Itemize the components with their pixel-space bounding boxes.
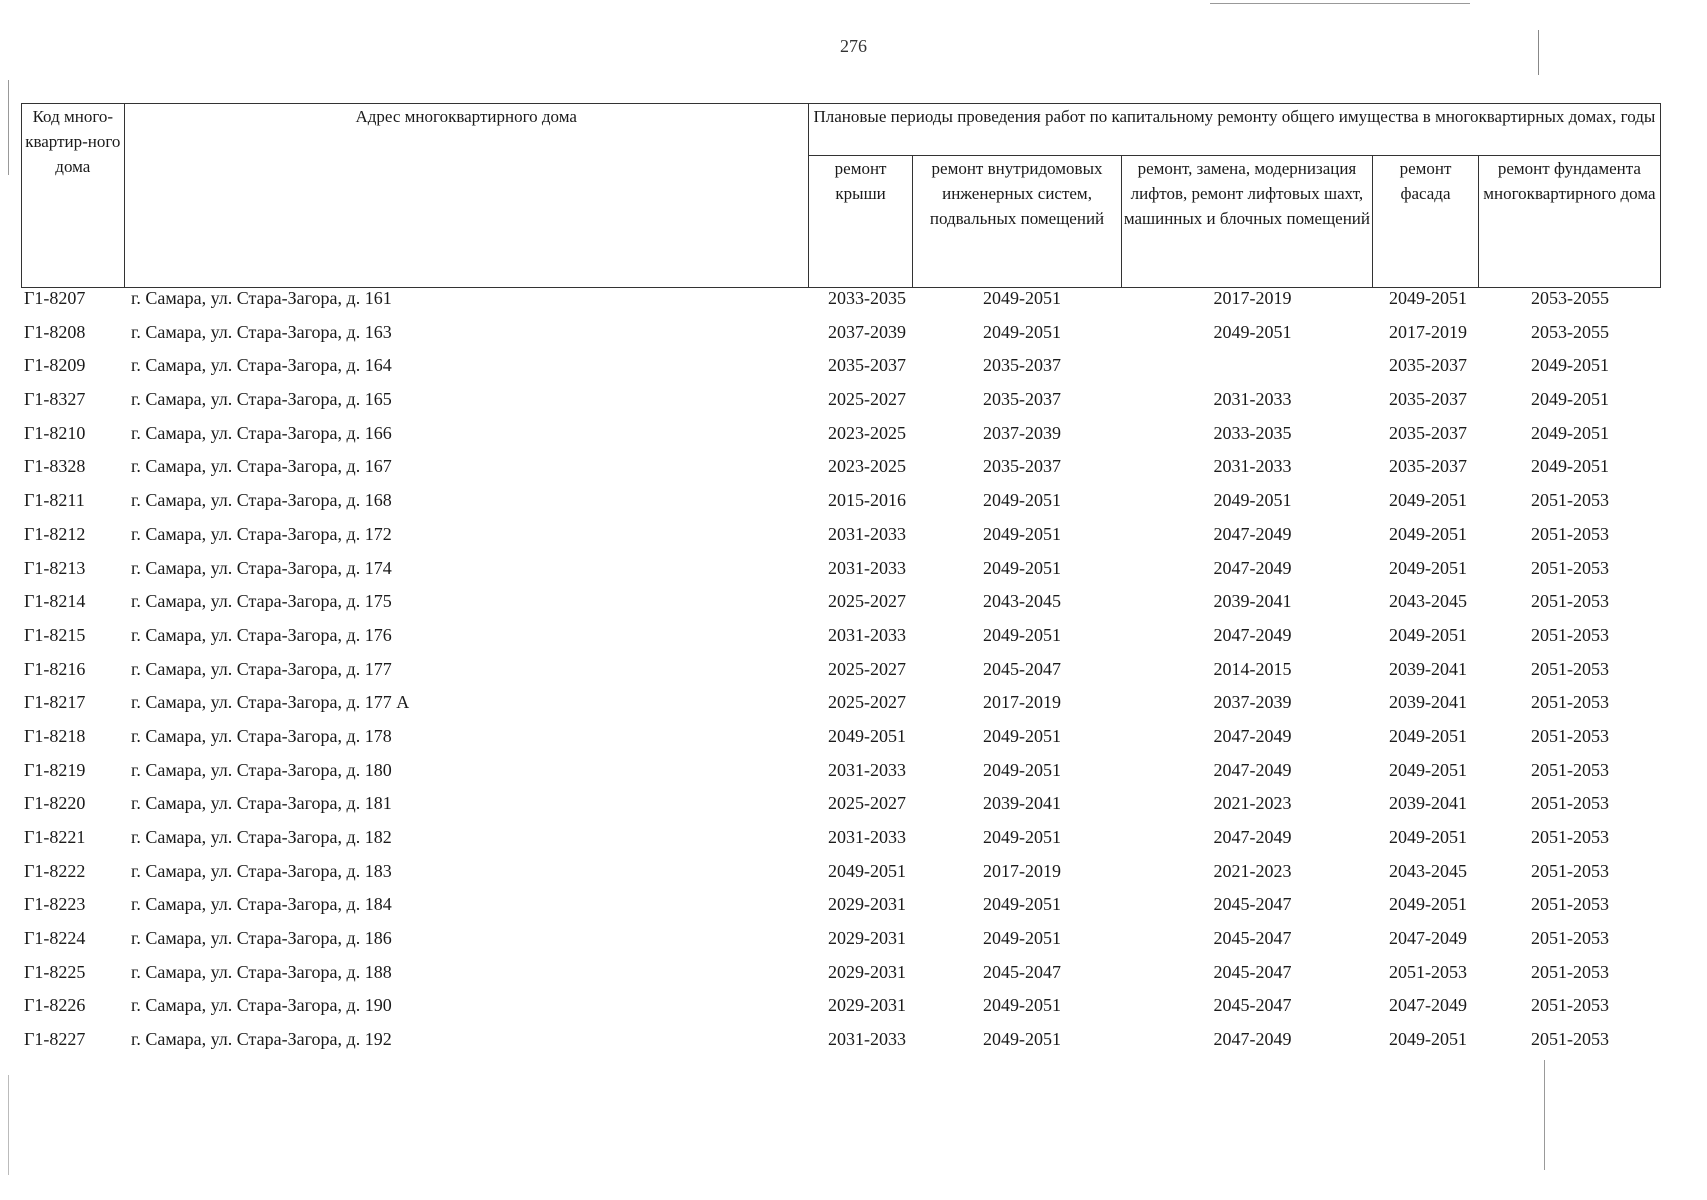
cell-code: Г1-8207	[24, 288, 86, 308]
cell-foundation: 2051-2053	[1531, 557, 1609, 578]
cell-address: г. Самара, ул. Стара-Загора, д. 183	[131, 860, 392, 881]
cell-lifts: 2021-2023	[1213, 793, 1292, 814]
cell-roof: 2031-2033	[828, 827, 906, 847]
cell-code: Г1-8327	[24, 389, 86, 410]
cell-facade: 2039-2041	[1389, 793, 1467, 814]
cell-address: г. Самара, ул. Стара-Загора, д. 177	[131, 658, 392, 679]
table-row	[0, 657, 1707, 691]
cell-engineering: 2049-2051	[983, 894, 1061, 915]
cell-facade: 2043-2045	[1389, 591, 1467, 612]
cell-lifts: 2031-2033	[1213, 389, 1292, 410]
cell-code: Г1-8223	[24, 894, 86, 915]
cell-engineering: 2045-2047	[983, 658, 1061, 679]
table-header	[21, 103, 1661, 288]
cell-code: Г1-8212	[24, 523, 86, 544]
cell-engineering: 2035-2037	[983, 355, 1061, 376]
table-row	[0, 286, 1707, 320]
header-periods: Плановые периоды проведения работ по капитальному ремонту общего имущества в многоквартирных домах, годы	[808, 104, 1660, 156]
cell-code: Г1-8218	[24, 725, 86, 746]
cell-foundation: 2049-2051	[1531, 422, 1609, 443]
cell-engineering: 2017-2019	[983, 692, 1061, 713]
header-roof: ремонт крыши	[808, 156, 913, 288]
cell-foundation: 2051-2053	[1531, 827, 1609, 847]
cell-roof: 2035-2037	[828, 355, 906, 376]
cell-address: г. Самара, ул. Стара-Загора, д. 165	[131, 389, 392, 410]
cell-foundation: 2051-2053	[1531, 591, 1609, 612]
table-row	[0, 522, 1707, 556]
cell-address: г. Самара, ул. Стара-Загора, д. 182	[131, 827, 392, 847]
cell-code: Г1-8211	[24, 490, 85, 511]
cell-roof: 2031-2033	[828, 624, 906, 645]
cell-lifts: 2047-2049	[1213, 725, 1292, 746]
cell-address: г. Самара, ул. Стара-Загора, д. 181	[131, 793, 392, 814]
cell-roof: 2025-2027	[828, 692, 906, 713]
cell-foundation: 2051-2053	[1531, 793, 1609, 814]
cell-facade: 2017-2019	[1389, 321, 1467, 342]
cell-engineering: 2049-2051	[983, 288, 1061, 308]
cell-facade: 2049-2051	[1389, 827, 1467, 847]
cell-engineering: 2043-2045	[983, 591, 1061, 612]
cell-roof: 2049-2051	[828, 860, 906, 881]
cell-roof: 2015-2016	[828, 490, 906, 511]
cell-foundation: 2051-2053	[1531, 928, 1609, 949]
cell-foundation: 2051-2053	[1531, 1029, 1609, 1050]
cell-code: Г1-8219	[24, 759, 86, 780]
cell-address: г. Самара, ул. Стара-Загора, д. 161	[131, 288, 392, 308]
cell-code: Г1-8221	[24, 827, 86, 847]
cell-code: Г1-8226	[24, 995, 86, 1016]
cell-engineering: 2039-2041	[983, 793, 1061, 814]
cell-facade: 2035-2037	[1389, 456, 1467, 477]
header-address: Адрес многоквартирного дома	[124, 104, 808, 288]
cell-code: Г1-8220	[24, 793, 86, 814]
cell-foundation: 2049-2051	[1531, 355, 1609, 376]
cell-address: г. Самара, ул. Стара-Загора, д. 178	[131, 725, 392, 746]
cell-facade: 2049-2051	[1389, 894, 1467, 915]
cell-foundation: 2051-2053	[1531, 894, 1609, 915]
cell-foundation: 2051-2053	[1531, 523, 1609, 544]
cell-lifts: 2039-2041	[1213, 591, 1292, 612]
cell-roof: 2029-2031	[828, 894, 906, 915]
cell-facade: 2049-2051	[1389, 759, 1467, 780]
table-row	[0, 993, 1707, 1027]
cell-code: Г1-8210	[24, 422, 86, 443]
cell-code: Г1-8227	[24, 1029, 86, 1050]
cell-address: г. Самара, ул. Стара-Загора, д. 166	[131, 422, 392, 443]
cell-address: г. Самара, ул. Стара-Загора, д. 174	[131, 557, 392, 578]
cell-lifts: 2033-2035	[1213, 422, 1292, 443]
scan-mark	[8, 80, 9, 175]
table-row	[0, 825, 1707, 859]
cell-engineering: 2049-2051	[983, 827, 1061, 847]
cell-roof: 2029-2031	[828, 995, 906, 1016]
table-row	[0, 1027, 1707, 1061]
cell-lifts: 2017-2019	[1213, 288, 1292, 308]
cell-lifts: 2045-2047	[1213, 995, 1292, 1016]
cell-facade: 2049-2051	[1389, 490, 1467, 511]
cell-lifts: 2031-2033	[1213, 456, 1292, 477]
cell-roof: 2031-2033	[828, 557, 906, 578]
table-row	[0, 454, 1707, 488]
header-engineering: ремонт внутридомовых инженерных систем, подвальных помещений	[913, 156, 1121, 288]
header-lifts: ремонт, замена, модернизация лифтов, ремонт лифтовых шахт, машинных и блочных помещений	[1121, 156, 1373, 288]
cell-address: г. Самара, ул. Стара-Загора, д. 177 А	[131, 692, 410, 713]
table-row	[0, 791, 1707, 825]
cell-engineering: 2035-2037	[983, 389, 1061, 410]
cell-code: Г1-8328	[24, 456, 86, 477]
cell-foundation: 2051-2053	[1531, 759, 1609, 780]
cell-facade: 2049-2051	[1389, 624, 1467, 645]
cell-roof: 2023-2025	[828, 422, 906, 443]
cell-facade: 2035-2037	[1389, 422, 1467, 443]
cell-lifts: 2047-2049	[1213, 759, 1292, 780]
cell-address: г. Самара, ул. Стара-Загора, д. 172	[131, 523, 392, 544]
cell-facade: 2049-2051	[1389, 288, 1467, 308]
cell-address: г. Самара, ул. Стара-Загора, д. 192	[131, 1029, 392, 1050]
scan-mark	[1544, 1060, 1545, 1170]
table-row	[0, 421, 1707, 455]
cell-facade: 2049-2051	[1389, 1029, 1467, 1050]
scan-mark	[1210, 3, 1470, 4]
cell-lifts: 2047-2049	[1213, 523, 1292, 544]
cell-roof: 2031-2033	[828, 1029, 906, 1050]
cell-facade: 2051-2053	[1389, 961, 1467, 982]
cell-roof: 2025-2027	[828, 591, 906, 612]
cell-address: г. Самара, ул. Стара-Загора, д. 164	[131, 355, 392, 376]
table-row	[0, 556, 1707, 590]
cell-address: г. Самара, ул. Стара-Загора, д. 186	[131, 928, 392, 949]
cell-engineering: 2049-2051	[983, 995, 1061, 1016]
table-row	[0, 926, 1707, 960]
cell-address: г. Самара, ул. Стара-Загора, д. 190	[131, 995, 392, 1016]
cell-roof: 2023-2025	[828, 456, 906, 477]
cell-engineering: 2049-2051	[983, 928, 1061, 949]
cell-address: г. Самара, ул. Стара-Загора, д. 163	[131, 321, 392, 342]
cell-lifts: 2047-2049	[1213, 827, 1292, 847]
table-row	[0, 960, 1707, 994]
cell-code: Г1-8216	[24, 658, 86, 679]
cell-roof: 2033-2035	[828, 288, 906, 308]
cell-foundation: 2049-2051	[1531, 389, 1609, 410]
cell-foundation: 2053-2055	[1531, 288, 1609, 308]
cell-lifts: 2049-2051	[1213, 321, 1292, 342]
cell-roof: 2025-2027	[828, 793, 906, 814]
cell-facade: 2039-2041	[1389, 692, 1467, 713]
cell-foundation: 2051-2053	[1531, 961, 1609, 982]
table-row	[0, 320, 1707, 354]
cell-engineering: 2049-2051	[983, 557, 1061, 578]
scan-mark	[8, 1075, 9, 1175]
header-facade: ремонт фасада	[1373, 156, 1479, 288]
cell-lifts: 2047-2049	[1213, 624, 1292, 645]
cell-roof: 2029-2031	[828, 928, 906, 949]
table-row	[0, 892, 1707, 926]
table-row	[0, 724, 1707, 758]
cell-foundation: 2053-2055	[1531, 321, 1609, 342]
cell-engineering: 2049-2051	[983, 1029, 1061, 1050]
cell-engineering: 2049-2051	[983, 321, 1061, 342]
cell-address: г. Самара, ул. Стара-Загора, д. 188	[131, 961, 392, 982]
cell-foundation: 2051-2053	[1531, 725, 1609, 746]
cell-roof: 2037-2039	[828, 321, 906, 342]
cell-engineering: 2049-2051	[983, 490, 1061, 511]
cell-facade: 2049-2051	[1389, 725, 1467, 746]
cell-lifts: 2045-2047	[1213, 928, 1292, 949]
cell-facade: 2049-2051	[1389, 557, 1467, 578]
cell-address: г. Самара, ул. Стара-Загора, д. 176	[131, 624, 392, 645]
header-foundation: ремонт фундамента многоквартирного дома	[1478, 156, 1660, 288]
cell-code: Г1-8208	[24, 321, 86, 342]
cell-roof: 2031-2033	[828, 523, 906, 544]
cell-lifts: 2045-2047	[1213, 961, 1292, 982]
table-body	[0, 286, 1707, 1061]
cell-roof: 2031-2033	[828, 759, 906, 780]
cell-facade: 2043-2045	[1389, 860, 1467, 881]
header-code: Код много-квартир-ного дома	[22, 104, 125, 288]
table-row	[0, 859, 1707, 893]
cell-engineering: 2049-2051	[983, 725, 1061, 746]
cell-code: Г1-8224	[24, 928, 86, 949]
cell-facade: 2047-2049	[1389, 928, 1467, 949]
cell-code: Г1-8214	[24, 591, 86, 612]
cell-engineering: 2037-2039	[983, 422, 1061, 443]
cell-roof: 2049-2051	[828, 725, 906, 746]
table-row	[0, 690, 1707, 724]
cell-address: г. Самара, ул. Стара-Загора, д. 184	[131, 894, 392, 915]
cell-foundation: 2051-2053	[1531, 624, 1609, 645]
cell-engineering: 2017-2019	[983, 860, 1061, 881]
cell-facade: 2035-2037	[1389, 355, 1467, 376]
cell-roof: 2025-2027	[828, 658, 906, 679]
cell-code: Г1-8222	[24, 860, 86, 881]
cell-foundation: 2051-2053	[1531, 860, 1609, 881]
cell-lifts: 2014-2015	[1213, 658, 1292, 679]
cell-lifts: 2047-2049	[1213, 557, 1292, 578]
cell-address: г. Самара, ул. Стара-Загора, д. 180	[131, 759, 392, 780]
table-row	[0, 589, 1707, 623]
cell-address: г. Самара, ул. Стара-Загора, д. 175	[131, 591, 392, 612]
cell-code: Г1-8225	[24, 961, 86, 982]
cell-foundation: 2051-2053	[1531, 692, 1609, 713]
table-row	[0, 623, 1707, 657]
cell-code: Г1-8217	[24, 692, 86, 713]
cell-foundation: 2049-2051	[1531, 456, 1609, 477]
cell-address: г. Самара, ул. Стара-Загора, д. 168	[131, 490, 392, 511]
cell-code: Г1-8209	[24, 355, 86, 376]
cell-lifts: 2021-2023	[1213, 860, 1292, 881]
cell-engineering: 2049-2051	[983, 523, 1061, 544]
cell-engineering: 2049-2051	[983, 624, 1061, 645]
cell-roof: 2025-2027	[828, 389, 906, 410]
cell-lifts: 2037-2039	[1213, 692, 1292, 713]
table-row	[0, 758, 1707, 792]
cell-roof: 2029-2031	[828, 961, 906, 982]
cell-code: Г1-8215	[24, 624, 86, 645]
cell-foundation: 2051-2053	[1531, 995, 1609, 1016]
cell-facade: 2047-2049	[1389, 995, 1467, 1016]
cell-address: г. Самара, ул. Стара-Загора, д. 167	[131, 456, 392, 477]
cell-facade: 2035-2037	[1389, 389, 1467, 410]
cell-lifts: 2049-2051	[1213, 490, 1292, 511]
cell-code: Г1-8213	[24, 557, 86, 578]
cell-facade: 2039-2041	[1389, 658, 1467, 679]
cell-engineering: 2049-2051	[983, 759, 1061, 780]
table-row	[0, 488, 1707, 522]
page-number: 276	[840, 36, 867, 56]
cell-lifts: 2047-2049	[1213, 1029, 1292, 1050]
cell-engineering: 2035-2037	[983, 456, 1061, 477]
cell-engineering: 2045-2047	[983, 961, 1061, 982]
table-row	[0, 387, 1707, 421]
cell-foundation: 2051-2053	[1531, 658, 1609, 679]
cell-foundation: 2051-2053	[1531, 490, 1609, 511]
cell-facade: 2049-2051	[1389, 523, 1467, 544]
cell-lifts: 2045-2047	[1213, 894, 1292, 915]
table-row	[0, 353, 1707, 387]
